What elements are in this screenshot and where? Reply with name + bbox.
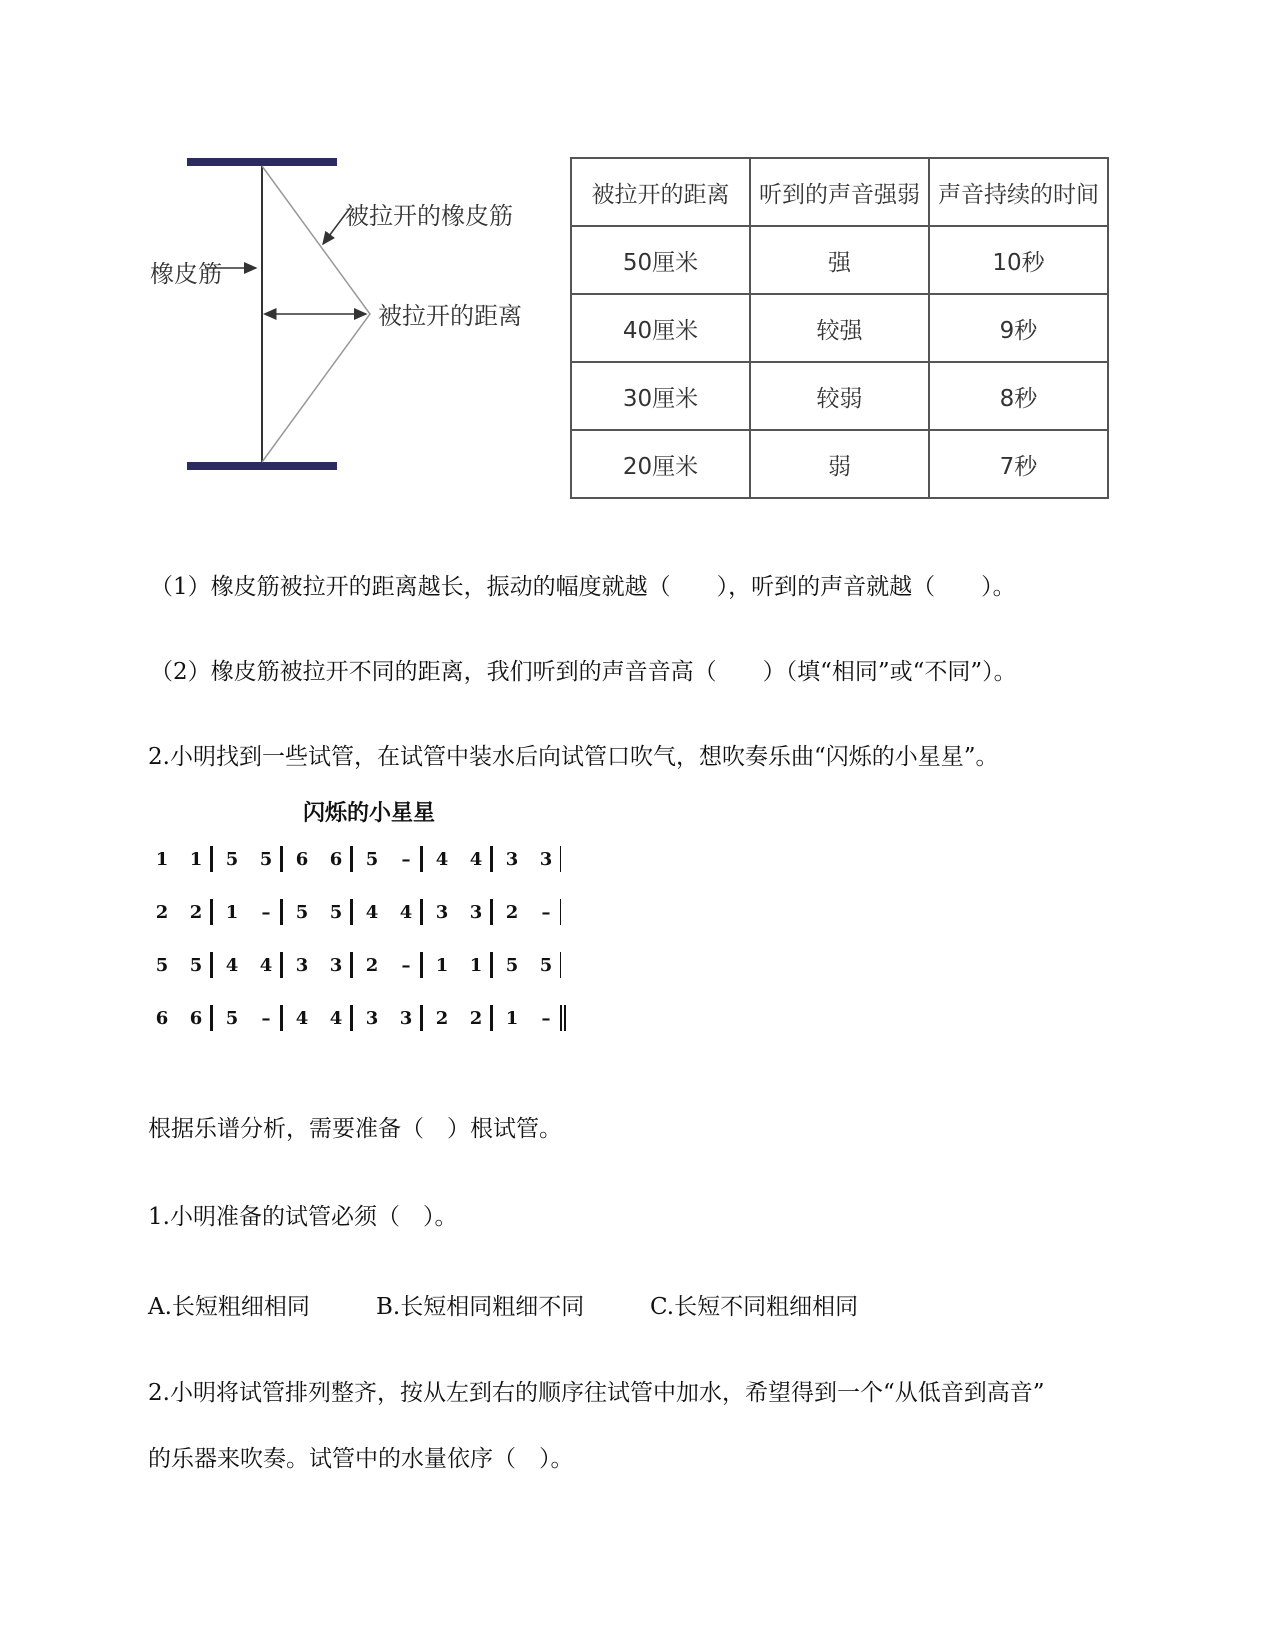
score-note: 1 — [225, 902, 239, 923]
score-barline — [490, 846, 493, 872]
score-note: 5 — [225, 849, 239, 870]
score-note: 5 — [225, 1008, 239, 1029]
header-distance: 被拉开的距离 — [571, 158, 750, 226]
score-note: – — [541, 1008, 551, 1029]
score-barline — [280, 846, 283, 872]
score-note: 3 — [329, 955, 343, 976]
score-barline — [490, 1005, 493, 1031]
score-note: 4 — [259, 955, 273, 976]
score-barline — [350, 846, 353, 872]
score-note: 5 — [539, 955, 553, 976]
table-cell: 较弱 — [750, 362, 929, 430]
score-note: – — [541, 902, 551, 923]
score-barline — [490, 952, 493, 978]
score-barline — [280, 952, 283, 978]
score-note: 1 — [189, 849, 203, 870]
score-barline — [560, 846, 561, 872]
question-3: 2.小明找到一些试管，在试管中装水后向试管口吹气，想吹奏乐曲“闪烁的小星星”。 — [148, 744, 999, 770]
score-note: 6 — [295, 849, 309, 870]
score-note: 3 — [435, 902, 449, 923]
score-barline — [210, 899, 213, 925]
score-barline — [210, 846, 213, 872]
score-note: 6 — [329, 849, 343, 870]
option-b[interactable]: B.长短相同粗细不同 — [376, 1294, 585, 1320]
score-note: 4 — [365, 902, 379, 923]
score-note: 6 — [155, 1008, 169, 1029]
question-1: （1）橡皮筋被拉开的距离越长，振动的幅度就越（ ），听到的声音就越（ ）。 — [150, 574, 1016, 600]
score-note: 5 — [189, 955, 203, 976]
score-barline — [490, 899, 493, 925]
score-note: 1 — [155, 849, 169, 870]
score-barline — [280, 899, 283, 925]
score-note: 1 — [469, 955, 483, 976]
score-barline — [560, 899, 561, 925]
score-final-barline — [560, 1005, 562, 1031]
score-barline — [350, 1005, 353, 1031]
table-row — [571, 430, 1108, 498]
score-note: 4 — [435, 849, 449, 870]
score-row — [150, 893, 620, 933]
score-note: 4 — [399, 902, 413, 923]
top-bar — [187, 158, 337, 166]
score-barline — [210, 1005, 213, 1031]
question-5: 1.小明准备的试管必须（ ）。 — [148, 1204, 458, 1230]
score-note: 4 — [295, 1008, 309, 1029]
table-cell: 弱 — [750, 430, 929, 498]
score-note: 5 — [155, 955, 169, 976]
question-4: 根据乐谱分析，需要准备（ ）根试管。 — [148, 1116, 562, 1142]
score-note: 2 — [469, 1008, 483, 1029]
score-note: 2 — [155, 902, 169, 923]
option-a[interactable]: A.长短粗细相同 — [148, 1294, 310, 1320]
score-note: 3 — [469, 902, 483, 923]
table-cell: 10秒 — [929, 226, 1108, 294]
table-cell: 40厘米 — [571, 294, 750, 362]
table-row — [571, 362, 1108, 430]
rubber-band-diagram — [145, 150, 545, 500]
header-strength: 听到的声音强弱 — [750, 158, 929, 226]
score-barline — [210, 952, 213, 978]
score-row — [150, 946, 620, 986]
score-barline — [420, 1005, 423, 1031]
sound-data-table — [570, 157, 1109, 499]
label-distance: 被拉开的距离 — [378, 302, 522, 330]
table-row — [571, 294, 1108, 362]
score-note: – — [261, 1008, 271, 1029]
label-band: 橡皮筋 — [150, 260, 222, 288]
music-score — [150, 840, 620, 1050]
table-cell: 强 — [750, 226, 929, 294]
score-note: 2 — [505, 902, 519, 923]
header-duration: 声音持续的时间 — [929, 158, 1108, 226]
score-note: 4 — [329, 1008, 343, 1029]
table-row — [571, 226, 1108, 294]
score-note: 5 — [259, 849, 273, 870]
score-barline — [420, 899, 423, 925]
score-barline — [350, 899, 353, 925]
table-cell: 30厘米 — [571, 362, 750, 430]
score-note: 5 — [329, 902, 343, 923]
score-barline — [280, 1005, 283, 1031]
option-c[interactable]: C.长短不同粗细相同 — [650, 1294, 859, 1320]
label-stretched-band: 被拉开的橡皮筋 — [345, 202, 513, 230]
score-row — [150, 840, 620, 880]
score-final-barline — [564, 1005, 566, 1031]
score-row — [150, 999, 620, 1039]
table-cell: 9秒 — [929, 294, 1108, 362]
bottom-bar — [187, 462, 337, 470]
score-note: 2 — [435, 1008, 449, 1029]
question-6-line2: 的乐器来吹奏。试管中的水量依序（ ）。 — [148, 1446, 574, 1472]
score-note: – — [401, 955, 411, 976]
score-note: 2 — [365, 955, 379, 976]
table-cell: 8秒 — [929, 362, 1108, 430]
score-note: 1 — [435, 955, 449, 976]
score-note: 4 — [225, 955, 239, 976]
score-barline — [420, 846, 423, 872]
score-note: 5 — [505, 955, 519, 976]
score-note: 2 — [189, 902, 203, 923]
table-cell: 较强 — [750, 294, 929, 362]
score-note: 5 — [365, 849, 379, 870]
table-cell: 20厘米 — [571, 430, 750, 498]
score-note: 6 — [189, 1008, 203, 1029]
score-barline — [420, 952, 423, 978]
score-barline — [350, 952, 353, 978]
score-barline — [560, 952, 561, 978]
table-header-row — [571, 158, 1108, 226]
score-note: – — [401, 849, 411, 870]
score-note: 3 — [505, 849, 519, 870]
question-2: （2）橡皮筋被拉开不同的距离，我们听到的声音音高（ ）（填“相同”或“不同”）。 — [150, 659, 1017, 685]
score-note: 5 — [295, 902, 309, 923]
question-6-line1: 2.小明将试管排列整齐，按从左到右的顺序往试管中加水，希望得到一个“从低音到高音” — [148, 1380, 1045, 1406]
song-title: 闪烁的小星星 — [303, 801, 436, 826]
score-note: 3 — [365, 1008, 379, 1029]
score-note: 1 — [505, 1008, 519, 1029]
score-note: 4 — [469, 849, 483, 870]
table-cell: 50厘米 — [571, 226, 750, 294]
score-note: 3 — [399, 1008, 413, 1029]
score-note: 3 — [539, 849, 553, 870]
table-cell: 7秒 — [929, 430, 1108, 498]
score-note: – — [261, 902, 271, 923]
score-note: 3 — [295, 955, 309, 976]
